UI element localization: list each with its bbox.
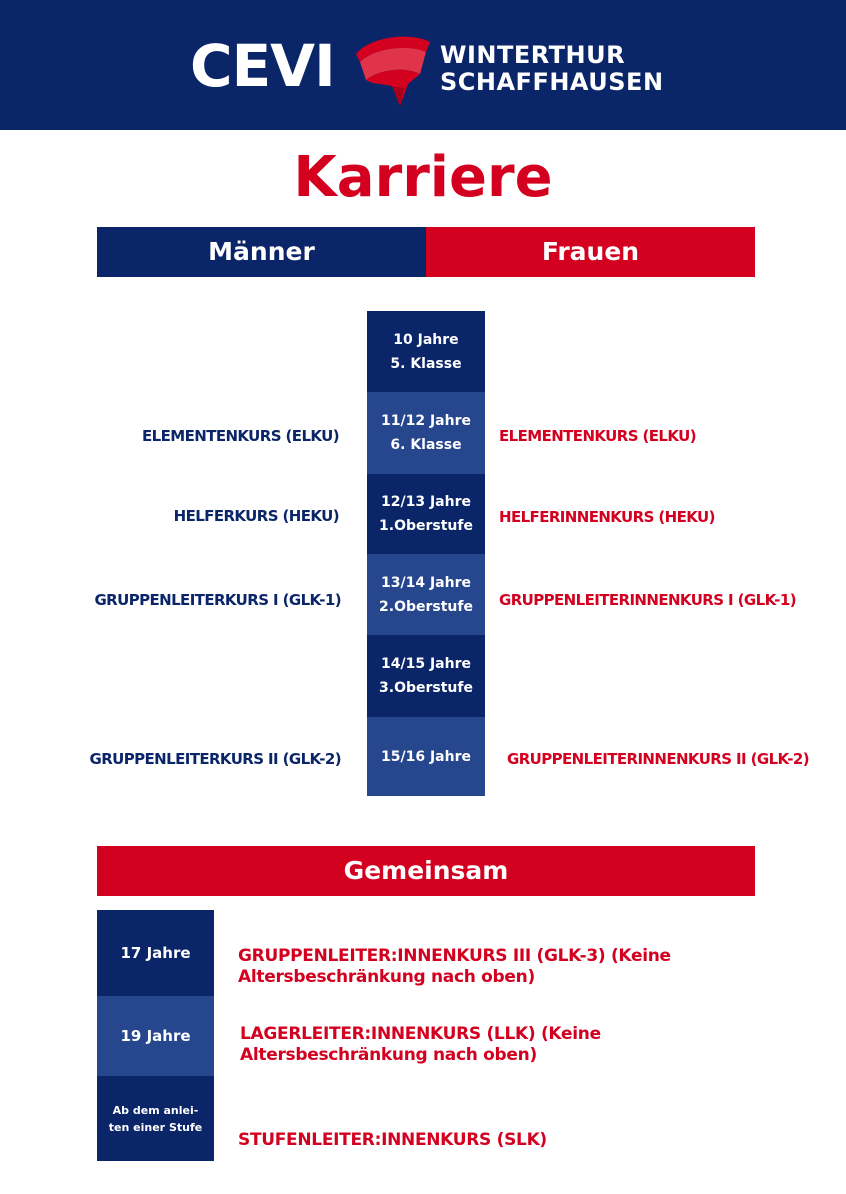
common-course-glk3 [238,946,671,988]
common-course-llk [240,1024,601,1066]
common-age-cell: Ab dem anlei-ten einer Stufe [97,1076,214,1161]
logo-wordmark: CEVI [190,32,335,100]
age-cell-years: 10 Jahre [393,331,459,348]
age-cell [367,311,485,392]
common-heading: Gemeinsam [97,846,755,896]
age-cell-grade: 1.Oberstufe [379,518,473,534]
age-cell [367,474,485,554]
course-women-heku: HELFERINNENKURS (HEKU) [499,508,715,526]
common-course-line: LAGERLEITER:INNENKURS (LLK) (Keine [240,1024,601,1044]
common-course-line: Altersbeschränkung nach oben) [238,967,535,987]
page-title: Karriere [293,145,553,210]
age-column [367,311,485,796]
age-cell [367,717,485,796]
common-course-line: Altersbeschränkung nach oben) [240,1045,537,1065]
course-men-glk2: GRUPPENLEITERKURS II (GLK-2) [89,750,341,768]
age-cell-grade: 6. Klasse [390,437,462,453]
logo-city-line-2: SCHAFFHAUSEN [440,68,664,96]
age-cell-years: 13/14 Jahre [381,574,471,591]
common-age-cell: 19 Jahre [97,996,214,1076]
header-banner [0,0,846,130]
age-cell [367,392,485,474]
common-age-column [97,910,214,1161]
age-cell-years: 11/12 Jahre [381,413,471,429]
common-course-slk [238,1130,547,1151]
course-men-glk1: GRUPPENLEITERKURS I (GLK-1) [94,591,341,609]
age-cell-grade: 2.Oberstufe [379,598,473,615]
age-cell-grade: 3.Oberstufe [379,680,473,696]
logo-city-line-1: WINTERTHUR [440,41,626,69]
age-cell-years: 12/13 Jahre [381,494,471,510]
common-course-line: STUFENLEITER:INNENKURS (SLK) [238,1130,547,1150]
age-cell-years: 14/15 Jahre [381,656,471,672]
course-women-glk1: GRUPPENLEITERINNENKURS I (GLK-1) [499,591,797,609]
common-course-line: GRUPPENLEITER:INNENKURS III (GLK-3) (Keine [238,946,671,966]
tab-men: Männer [97,227,426,277]
common-age-cell: 17 Jahre [97,910,214,996]
scarf-emblem-icon [350,30,434,108]
course-women-glk2: GRUPPENLEITERINNENKURS II (GLK-2) [507,750,809,768]
logo-city [440,42,664,96]
age-cell [367,635,485,717]
age-cell-years: 15/16 Jahre [381,748,471,765]
course-men-heku: HELFERKURS (HEKU) [173,507,339,525]
age-cell-grade: 5. Klasse [390,355,462,372]
age-cell [367,554,485,635]
course-women-elku: ELEMENTENKURS (ELKU) [499,427,696,445]
course-men-elku: ELEMENTENKURS (ELKU) [142,427,339,445]
tab-women: Frauen [426,227,755,277]
